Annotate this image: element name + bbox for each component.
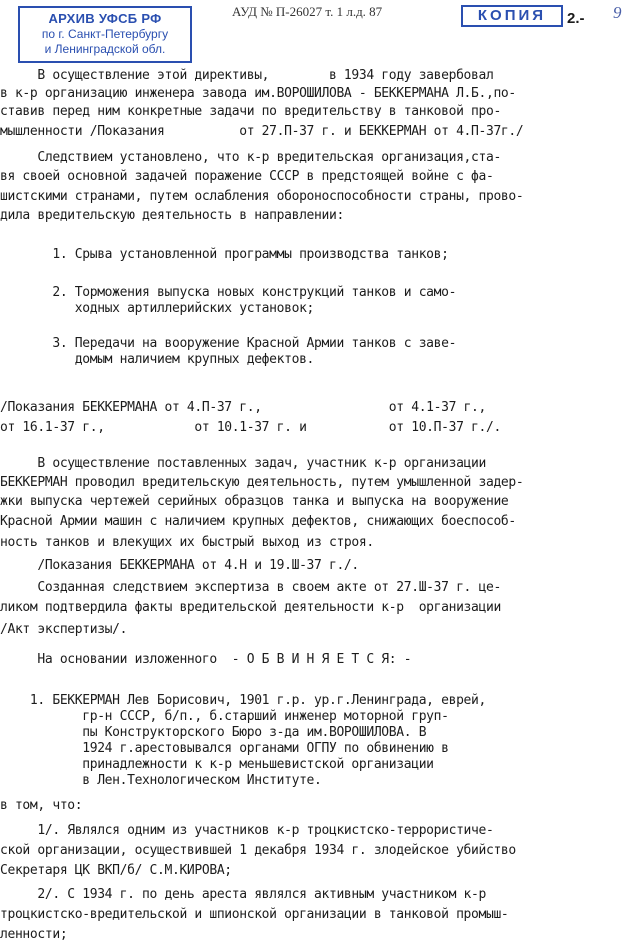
archive-stamp-title: АРХИВ УФСБ РФ bbox=[48, 11, 162, 26]
charge-item: Секретаря ЦК ВКП/б/ С.М.КИРОВА; bbox=[0, 863, 232, 878]
accused-details: пы Конструкторского Бюро з-да им.ВОРОШИЛОВА. В bbox=[0, 725, 427, 740]
text-line: жки выпуска чертежей серийных образцов танка и выпуска на вооружение bbox=[0, 494, 509, 509]
text-line: шистскими странами, путем ослабления обороноспособности страны, прово- bbox=[0, 189, 524, 204]
list-item: ходных артиллерийских установок; bbox=[0, 301, 315, 316]
text-line: в к-р организацию инженера завода им.ВОРОШИЛОВА - БЕККЕРМАНА Л.Б.,по- bbox=[0, 86, 516, 101]
list-item: 2. Торможения выпуска новых конструкций танков и само- bbox=[0, 285, 457, 300]
text-line: ликом подтвердила факты вредительской деятельности к-р организации bbox=[0, 600, 501, 615]
archive-stamp-region: и Ленинградской обл. bbox=[44, 42, 166, 56]
charge-item: ленности; bbox=[0, 927, 68, 942]
text-line: /Акт экспертизы/. bbox=[0, 622, 128, 637]
text-line: ность танков и влекущих их быстрый выход из строя. bbox=[0, 535, 374, 550]
text-line: В осуществление этой директивы, в 1934 году завербовал bbox=[0, 68, 494, 83]
text-line: мышленности /Показания от 27.П-37 г. и БЕККЕРМАН от 4.П-37г./ bbox=[0, 124, 524, 139]
accused-details: принадлежности к к-р меньшевистской организации bbox=[0, 757, 434, 772]
accused-details: гр-н СССР, б/п., б.старший инженер моторной груп- bbox=[0, 709, 449, 724]
text-line: /Показания БЕККЕРМАНА от 4.Н и 19.Ш-37 г./. bbox=[0, 558, 359, 573]
archive-stamp-city: по г. Санкт-Петербургу bbox=[41, 27, 169, 41]
text-line: Созданная следствием экспертиза в своем акте от 27.Ш-37 г. це- bbox=[0, 580, 501, 595]
charge-item: ской организации, осуществившей 1 декабря 1934 г. злодейское убийство bbox=[0, 843, 516, 858]
list-item: 1. Срыва установленной программы производства танков; bbox=[0, 247, 449, 262]
text-line: от 16.1-37 г., от 10.1-37 г. и от 10.П-37 г./. bbox=[0, 420, 501, 435]
page-number: 2.- bbox=[567, 10, 585, 27]
text-line: В осуществление поставленных задач, участник к-р организации bbox=[0, 456, 486, 471]
archive-reference: АУД № П-26027 т. 1 л.д. 87 bbox=[232, 4, 383, 19]
text-line: Следствием установлено, что к-р вредительская организация,ста- bbox=[0, 150, 501, 165]
list-item: домым наличием крупных дефектов. bbox=[0, 352, 315, 367]
accused-details: в Лен.Технологическом Институте. bbox=[0, 773, 322, 788]
charge-item: 1/. Являлся одним из участников к-р троцкистско-террористиче- bbox=[0, 823, 494, 838]
accused-name: 1. БЕККЕРМАН Лев Борисович, 1901 г.р. ур.г.Ленинграда, еврей, bbox=[0, 693, 486, 708]
charge-item: 2/. С 1934 г. по день ареста являлся активным участником к-р bbox=[0, 887, 486, 902]
charge-item: троцкистско-вредительской и шпионской организации в танковой промыш- bbox=[0, 907, 509, 922]
text-line: вя своей основной задачей поражение СССР в предстоящей войне с фа- bbox=[0, 169, 494, 184]
text-line: в том, что: bbox=[0, 798, 83, 813]
copy-stamp: КОПИЯ bbox=[461, 5, 563, 27]
archive-stamp bbox=[18, 6, 192, 63]
list-item: 3. Передачи на вооружение Красной Армии танков с заве- bbox=[0, 336, 457, 351]
folio-number: 9 bbox=[613, 3, 622, 22]
text-line: Красной Армии машин с наличием крупных дефектов, снижающих боеспособ- bbox=[0, 514, 516, 529]
text-line: /Показания БЕККЕРМАНА от 4.П-37 г., от 4.1-37 г., bbox=[0, 400, 486, 415]
text-line: ставив перед ним конкретные задачи по вредительству в танковой про- bbox=[0, 104, 501, 119]
text-line: БЕККЕРМАН проводил вредительскую деятельность, путем умышленной задер- bbox=[0, 475, 524, 490]
accused-details: 1924 г.арестовывался органами ОГПУ по обвинению в bbox=[0, 741, 449, 756]
accusation-heading: На основании изложенного - О Б В И Н Я Е Т С Я: - bbox=[0, 652, 412, 667]
text-line: дила вредительскую деятельность в направлении: bbox=[0, 208, 344, 223]
